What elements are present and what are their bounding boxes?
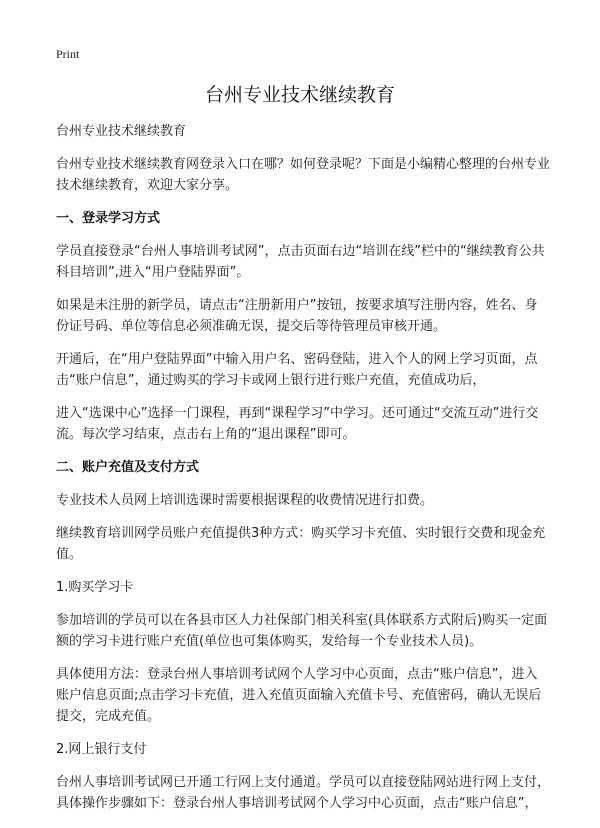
paragraph: 进入“选课中心”选择一门课程，再到“课程学习”中学习。还可通过“交流互动”进行交流。每次学习结束，点击右上角的“退出课程”即可。 (56, 406, 539, 442)
paragraph: 学员直接登录“台州人事培训考试网”，点击页面右边“培训在线”栏中的“继续教育公共科目培训”,进入“用户登陆界面”。 (56, 244, 545, 280)
paragraph: 如果是未注册的新学员，请点击“注册新用户”按钮，按要求填写注册内容，姓名、身份证号码、单位等信息必须准确无误，提交后等待管理员审核开通。 (56, 298, 538, 334)
subheading-online-bank: 2.网上银行支付 (56, 742, 147, 757)
article-body (56, 121, 550, 826)
intro-title: 台州专业技术继续教育 (56, 124, 187, 139)
paragraph: 专业技术人员网上培训选课时需要根据课程的收费情况进行扣费。 (56, 493, 434, 508)
subheading-study-card: 1.购买学习卡 (56, 580, 134, 595)
paragraph: 台州人事培训考试网已开通工行网上支付通道。学员可以直接登陆网站进行网上支付，具体操作步骤如下：登录台州人事培训考试网个人学习中心页面，点击“账户信息”， (56, 775, 551, 811)
page-title: 台州专业技术继续教育 (204, 84, 395, 106)
paragraph: 参加培训的学员可以在各县市区人力社保部门相关科室(具体联系方式附后)购买一定面额的学习卡进行账户充值(单位也可集体购买，发给每一个专业技术人员)。 (56, 613, 548, 649)
section-heading-payment: 二、账户充值及支付方式 (56, 460, 200, 475)
paragraph: 具体使用方法：登录台州人事培训考试网个人学习中心页面，点击“账户信息”，进入账户信息页面;点击学习卡充值，进入充值页面输入充值卡号、充值密码，确认无误后提交，完成充值。 (56, 667, 542, 724)
paragraph: 继续教育培训网学员账户充值提供3种方式：购买学习卡充值、实时银行交费和现金充值。 (56, 526, 546, 562)
section-heading-login: 一、登录学习方式 (56, 211, 161, 226)
intro-paragraph: 台州专业技术继续教育网登录入口在哪？如何登录呢？下面是小编精心整理的台州专业技术继续教育，欢迎大家分享。 (56, 157, 551, 193)
print-label: Print (56, 47, 80, 61)
paragraph: 开通后，在“用户登陆界面”中输入用户名、密码登陆，进入个人的网上学习页面，点击“账户信息”，通过购买的学习卡或网上银行进行账户充值，充值成功后， (56, 352, 538, 388)
